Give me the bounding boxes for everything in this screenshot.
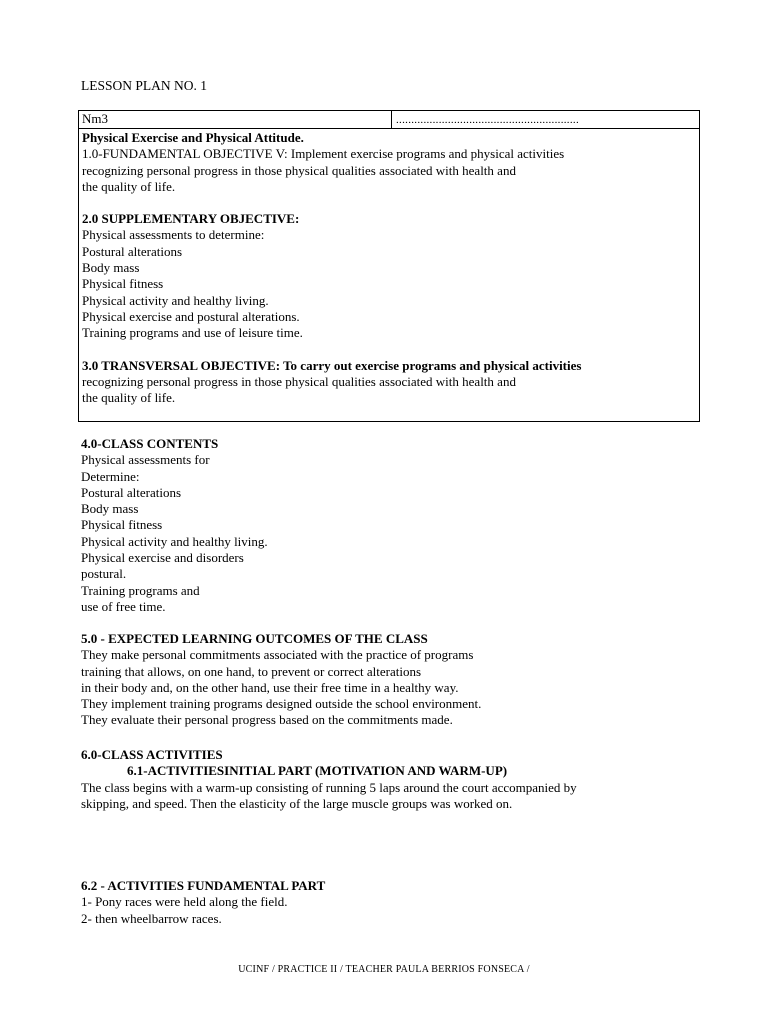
activity-line: skipping, and speed. Then the elasticity of the large muscle groups was worked on. — [81, 795, 513, 811]
class-contents-section — [81, 436, 268, 615]
content-line: Training programs and — [81, 582, 200, 598]
objective3-line: the quality of life. — [82, 390, 176, 406]
dotted-fill-cell: ............................................................ — [396, 114, 579, 126]
objective1-line: the quality of life. — [82, 178, 176, 194]
objective2-line: Physical fitness — [82, 276, 164, 292]
content-line: Physical fitness — [81, 517, 163, 533]
level-cell: Nm3 — [79, 111, 392, 128]
objective2-heading: 2.0 SUPPLEMENTARY OBJECTIVE: — [82, 211, 300, 227]
fundamental-line: 1- Pony races were held along the field. — [81, 894, 288, 910]
content-line: Physical assessments for — [81, 452, 210, 468]
outcome-line: They make personal commitments associated with the practice of programs — [81, 647, 474, 663]
content-line: Postural alterations — [81, 484, 182, 500]
activity-line: The class begins with a warm-up consisting of running 5 laps around the court accompanied by — [81, 779, 577, 795]
objective2-line: Physical assessments to determine: — [82, 227, 265, 243]
objective3-line: recognizing personal progress in those physical qualities associated with health and — [82, 373, 516, 389]
content-line: Physical exercise and disorders — [81, 550, 244, 566]
page-footer: UCINF / PRACTICE II / TEACHER PAULA BERRIOS FONSECA / — [238, 964, 530, 975]
objective2-line: Training programs and use of leisure time. — [82, 325, 303, 341]
objectives-box — [78, 110, 700, 422]
box-body — [79, 129, 699, 406]
content-line: Physical activity and healthy living. — [81, 533, 268, 549]
content-line: Body mass — [81, 501, 139, 517]
objective2-line: Physical exercise and postural alterations. — [82, 308, 300, 324]
learning-outcomes-heading: 5.0 - EXPECTED LEARNING OUTCOMES OF THE CLASS — [81, 631, 428, 646]
initial-part-subheading: 6.1-ACTIVITIESINITIAL PART (MOTIVATION AND WARM-UP) — [127, 763, 508, 779]
outcome-line: in their body and, on the other hand, use their free time in a healthy way. — [81, 679, 459, 695]
objective2-line: Physical activity and healthy living. — [82, 292, 269, 308]
fundamental-part-heading: 6.2 - ACTIVITIES FUNDAMENTAL PART — [81, 878, 326, 893]
class-activities-section — [81, 747, 577, 812]
outcome-line: They implement training programs designed outside the school environment. — [81, 696, 482, 712]
objective2-line: Postural alterations — [82, 243, 183, 259]
unit-heading: Physical Exercise and Physical Attitude. — [82, 130, 304, 145]
class-activities-heading: 6.0-CLASS ACTIVITIES — [81, 747, 223, 762]
objective2-line: Body mass — [82, 260, 140, 276]
content-line: use of free time. — [81, 598, 166, 614]
fundamental-part-section — [81, 878, 325, 927]
outcome-line: They evaluate their personal progress based on the commitments made. — [81, 712, 453, 728]
learning-outcomes-section — [81, 631, 481, 729]
objective1-line: 1.0-FUNDAMENTAL OBJECTIVE V: Implement exercise programs and physical activities — [82, 146, 565, 162]
objective3-heading: 3.0 TRANSVERSAL OBJECTIVE: To carry out exercise programs and physical activities — [82, 357, 582, 373]
class-contents-heading: 4.0-CLASS CONTENTS — [81, 436, 219, 451]
content-line: postural. — [81, 566, 127, 582]
lesson-plan-title: LESSON PLAN NO. 1 — [81, 78, 208, 93]
objective1-line: recognizing personal progress in those physical qualities associated with health and — [82, 162, 516, 178]
box-header-row — [79, 111, 699, 129]
content-line: Determine: — [81, 468, 140, 484]
fundamental-line: 2- then wheelbarrow races. — [81, 910, 222, 926]
outcome-line: training that allows, on one hand, to prevent or correct alterations — [81, 663, 422, 679]
